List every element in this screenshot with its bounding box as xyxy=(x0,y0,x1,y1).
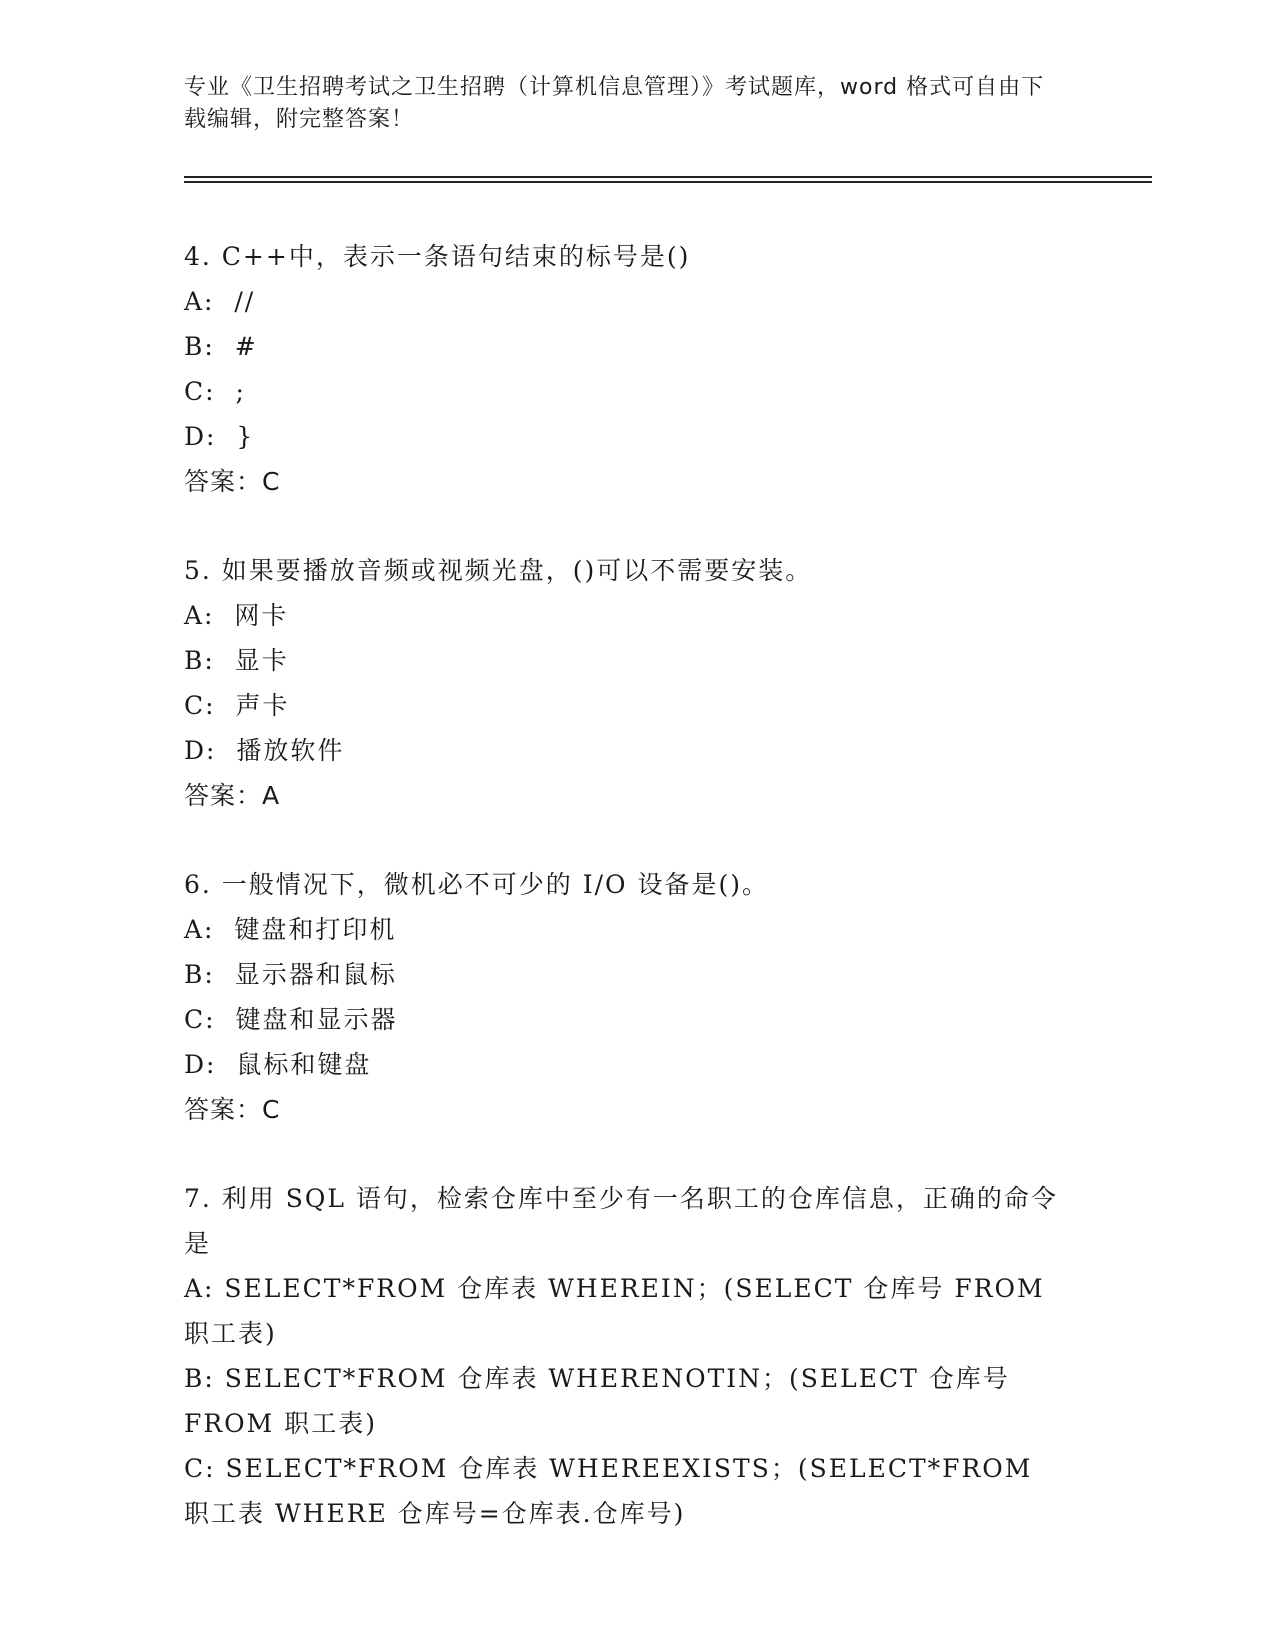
question-7 xyxy=(184,1176,1064,1536)
answer-line: 答案：A xyxy=(184,781,281,810)
question-stem: 4. C++中，表示一条语句结束的标号是() xyxy=(184,242,691,271)
question-list xyxy=(184,234,1064,1580)
header-divider-top xyxy=(184,176,1152,178)
option-c: C: 键盘和显示器 xyxy=(184,1005,398,1034)
option-d: D: 播放软件 xyxy=(184,736,345,765)
option-a: A: 网卡 xyxy=(184,601,289,630)
option-d: D: } xyxy=(184,422,255,451)
option-a: A: // xyxy=(184,287,256,316)
option-a: A: 键盘和打印机 xyxy=(184,915,397,944)
question-6 xyxy=(184,862,1064,1132)
question-stem: 5. 如果要播放音频或视频光盘，()可以不需要安装。 xyxy=(184,556,813,585)
option-a: A: SELECT*FROM 仓库表 WHEREIN；(SELECT 仓库号 FROM 职工表) xyxy=(184,1274,1045,1348)
option-b: B: 显示器和鼠标 xyxy=(184,960,397,989)
answer-line: 答案：C xyxy=(184,467,281,496)
answer-line: 答案：C xyxy=(184,1095,281,1124)
question-5 xyxy=(184,548,1064,818)
option-b: B: # xyxy=(184,332,258,361)
option-b: B: SELECT*FROM 仓库表 WHERENOTIN；(SELECT 仓库号 FROM 职工表) xyxy=(184,1364,1010,1438)
header-divider-bottom xyxy=(184,181,1152,183)
header-note: 专业《卫生招聘考试之卫生招聘（计算机信息管理）》考试题库，word 格式可自由下载编辑，附完整答案！ xyxy=(184,75,1045,132)
question-stem: 6. 一般情况下，微机必不可少的 I/O 设备是()。 xyxy=(184,870,769,899)
option-c: C: 声卡 xyxy=(184,691,290,720)
option-b: B: 显卡 xyxy=(184,646,289,675)
question-4 xyxy=(184,234,1064,504)
question-stem: 7. 利用 SQL 语句，检索仓库中至少有一名职工的仓库信息，正确的命令是 xyxy=(184,1184,1058,1258)
option-d: D: 鼠标和键盘 xyxy=(184,1050,372,1079)
option-c: C: SELECT*FROM 仓库表 WHEREEXISTS；(SELECT*FROM 职工表 WHERE 仓库号=仓库表.仓库号) xyxy=(184,1454,1033,1528)
option-c: C: ; xyxy=(184,377,246,406)
